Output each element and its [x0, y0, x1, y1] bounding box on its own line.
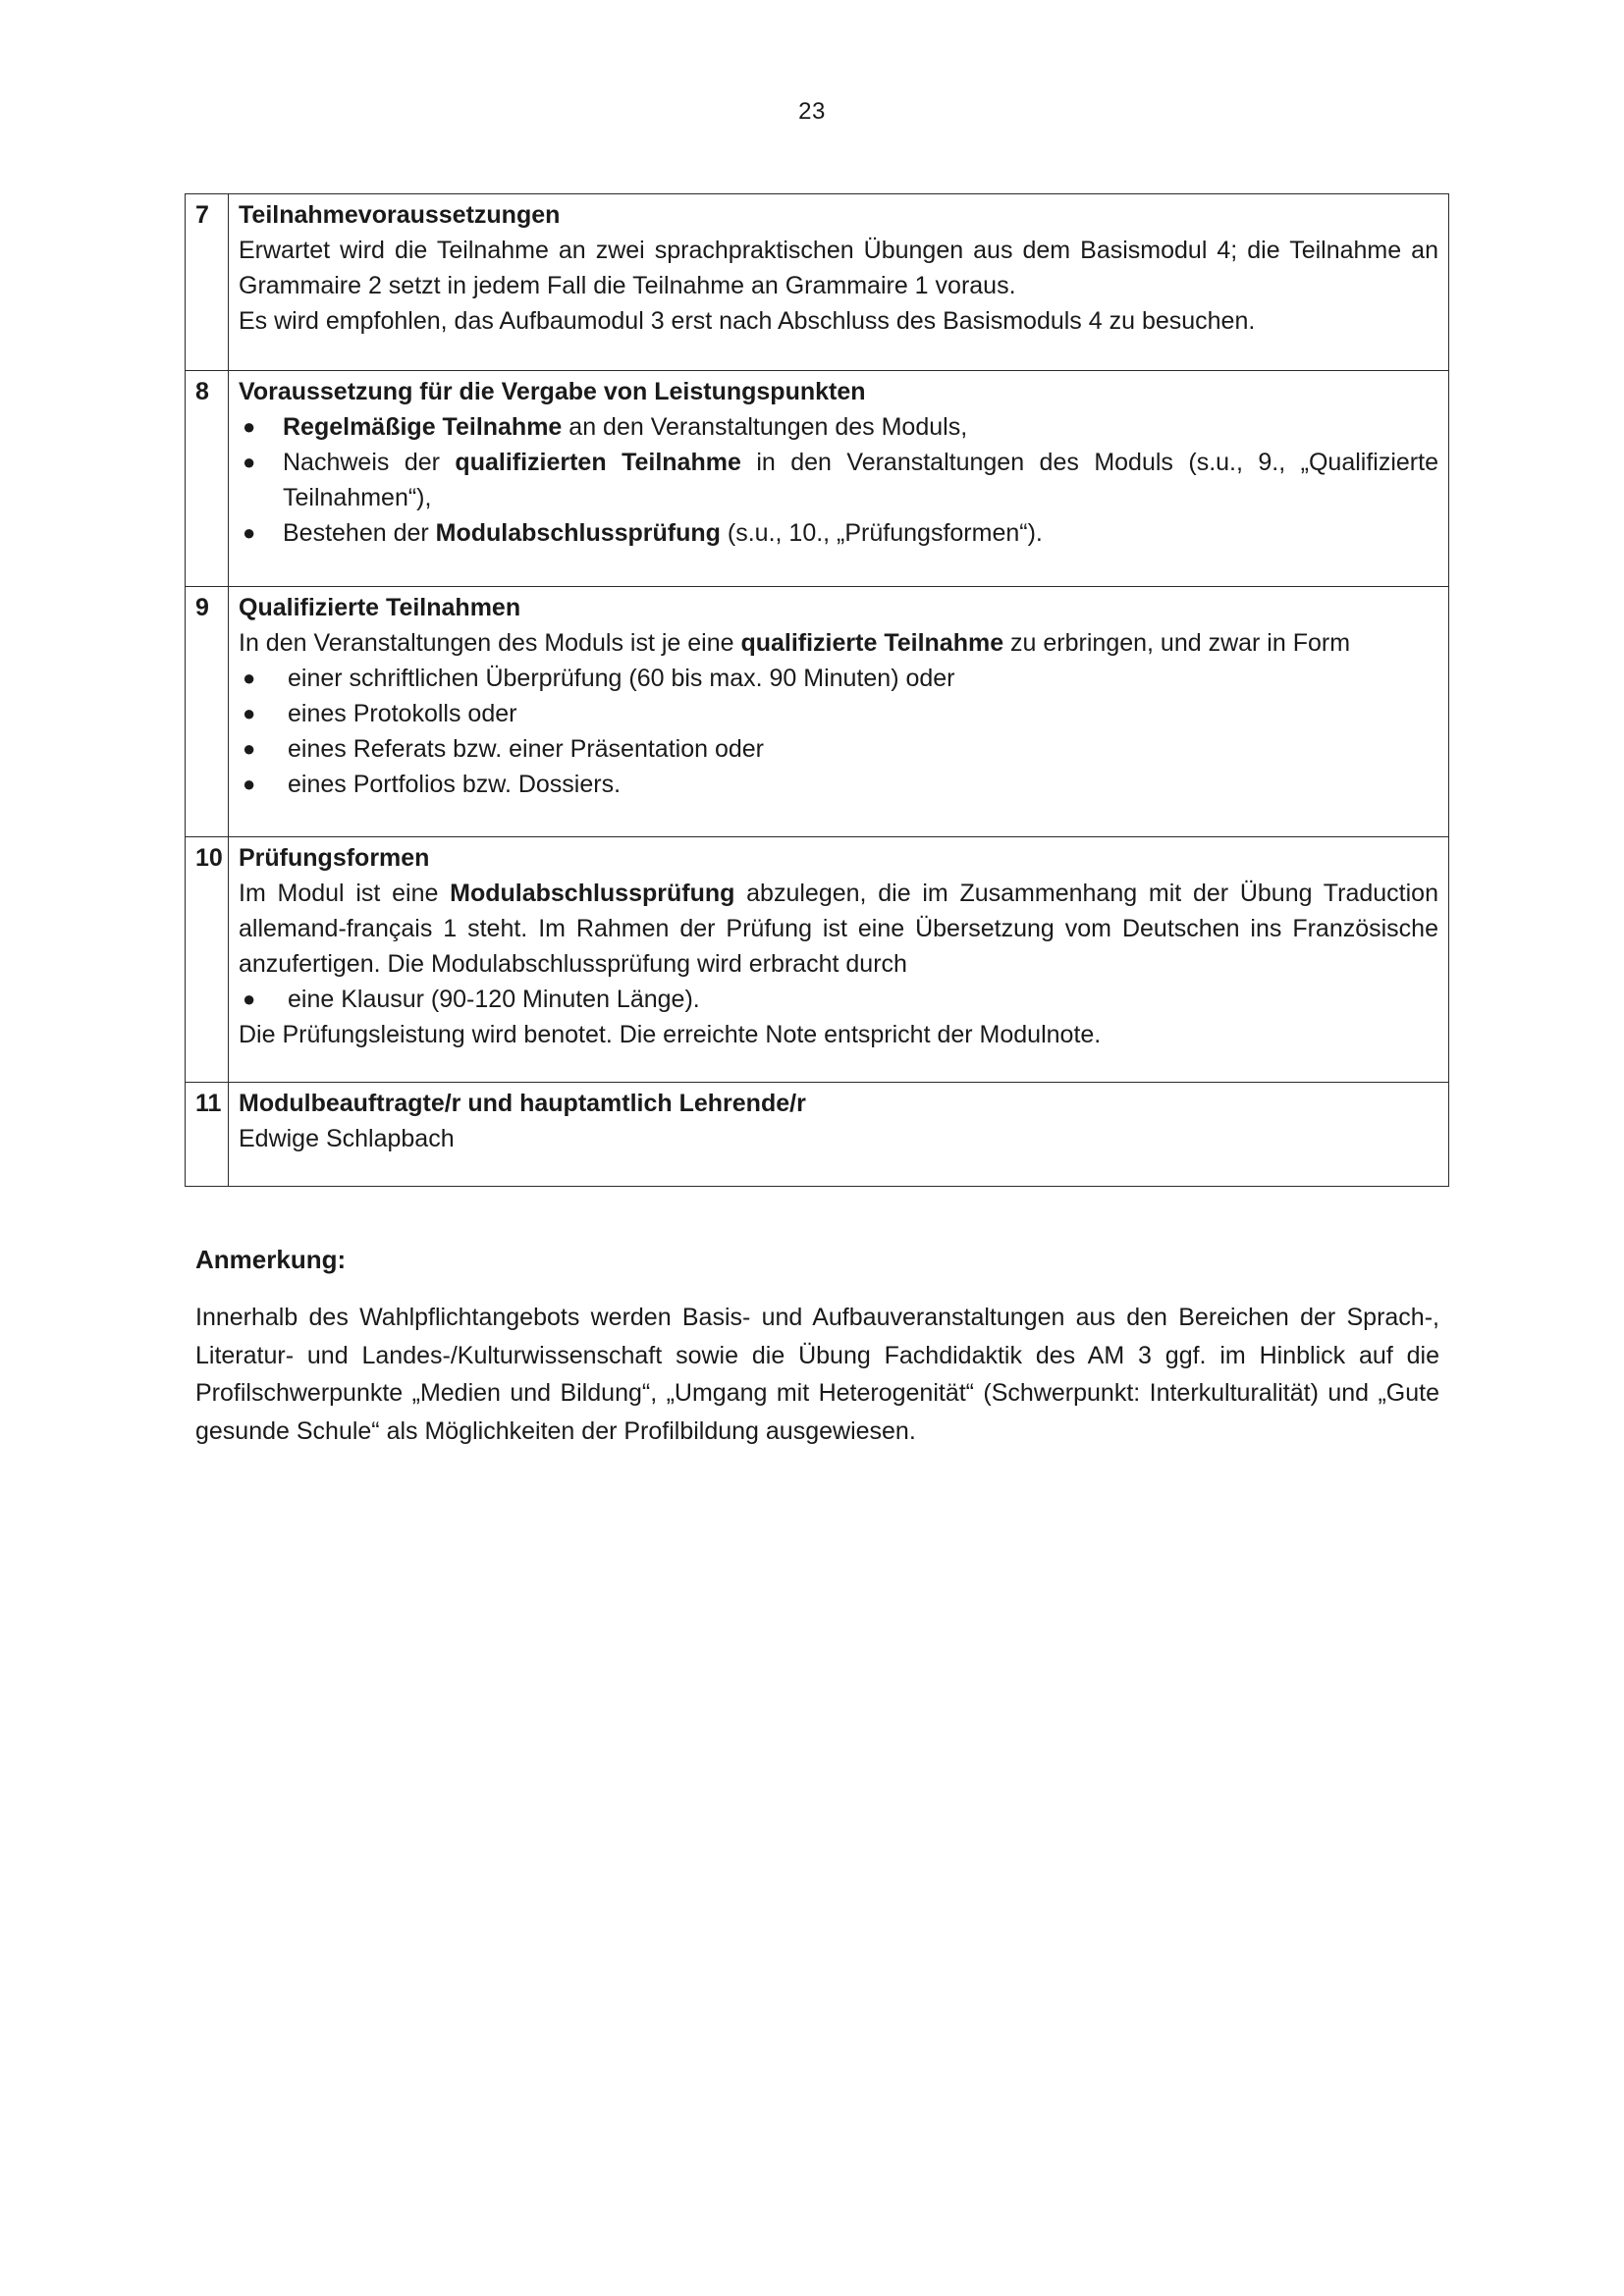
row-text: Die Prüfungsleistung wird benotet. Die erreichte Note entspricht der Modulnote.	[239, 1021, 1102, 1048]
row-number: 8	[186, 371, 229, 587]
row-text: Erwartet wird die Teilnahme an zwei sprachpraktischen Übungen aus dem Basismodul 4; die Teilnahme an Grammaire 2 setzt in jedem Fall die Teilnahme an Grammaire 1 voraus.	[239, 237, 1438, 299]
list-item	[239, 982, 1438, 1017]
bullet-dot-icon: ●	[243, 701, 256, 725]
list-item	[239, 661, 1438, 696]
bullet-dot-icon: ●	[243, 736, 256, 761]
bullet-list	[239, 409, 1438, 551]
item-text: Nachweis der	[283, 449, 456, 476]
bullet-dot-icon: ●	[243, 666, 256, 690]
row-title: Modulbeauftragte/r und hauptamtlich Lehrende/r	[239, 1090, 806, 1117]
bullet-list	[239, 661, 1438, 802]
item-text: eines Protokolls oder	[288, 700, 517, 727]
row-title: Voraussetzung für die Vergabe von Leistungspunkten	[239, 378, 866, 405]
item-text: Im Modul ist eine	[239, 880, 451, 907]
bullet-dot-icon: ●	[243, 450, 256, 474]
bold-text: Modulabschlussprüfung	[450, 880, 735, 907]
bold-text: qualifizierte Teilnahme	[740, 629, 1004, 657]
bold-text: Modulabschlussprüfung	[435, 519, 721, 547]
bullet-dot-icon: ●	[243, 414, 256, 439]
item-text: eine Klausur (90-120 Minuten Länge).	[288, 986, 700, 1013]
list-item	[239, 515, 1438, 551]
list-item	[239, 767, 1438, 802]
row-title: Qualifizierte Teilnahmen	[239, 594, 521, 621]
row-content	[229, 371, 1449, 587]
list-item	[239, 731, 1438, 767]
module-table	[185, 193, 1449, 1187]
bold-text: Regelmäßige Teilnahme	[283, 413, 563, 441]
row-content	[229, 837, 1449, 1083]
item-text: eines Portfolios bzw. Dossiers.	[288, 771, 622, 798]
item-text: zu erbringen, und zwar in Form	[1003, 629, 1351, 657]
note-text: Innerhalb des Wahlpflichtangebots werden Basis- und Aufbauveranstaltungen aus den Bereichen der Sprach-, Literatur- und Landes-/Kulturwissenschaft sowie die Übung Fachdidaktik des AM 3 ggf. im Hinblick auf die Profilschwerpunkte „Medien und Bildung“, „Umgang mit Heterogenität“ (Schwerpunkt: Interkulturalität) und „Gute gesunde Schule“ als Möglichkeiten der Profilbildung ausgewiesen.	[195, 1304, 1439, 1445]
item-text: an den Veranstaltungen des Moduls,	[562, 413, 968, 441]
table-row-10	[186, 837, 1449, 1083]
table-row-9	[186, 587, 1449, 837]
row-text	[239, 876, 1438, 982]
row-number: 11	[186, 1083, 229, 1187]
row-title: Prüfungsformen	[239, 844, 430, 872]
row-content	[229, 194, 1449, 371]
bullet-list	[239, 982, 1438, 1017]
list-item	[239, 696, 1438, 731]
item-text: (s.u., 10., „Prüfungsformen“).	[720, 519, 1043, 547]
row-text: Es wird empfohlen, das Aufbaumodul 3 erst nach Abschluss des Basismoduls 4 zu besuchen.	[239, 307, 1256, 335]
bullet-dot-icon: ●	[243, 987, 256, 1011]
item-text: in den Veranstaltungen des Moduls (s.u., 9., „Qualifizierte Teilnahmen“),	[283, 449, 1438, 511]
row-text: Edwige Schlapbach	[239, 1125, 455, 1152]
table-row-7	[186, 194, 1449, 371]
row-content	[229, 587, 1449, 837]
item-text: abzulegen, die im Zusammenhang mit der Übung Traduction allemand-français 1 steht. Im Rahmen der Prüfung ist eine Übersetzung vom Deutschen ins Französische anzufertigen. Die Modulabschlussprüfung wird erbracht durch	[239, 880, 1438, 978]
note-heading: Anmerkung:	[195, 1245, 347, 1274]
row-number: 7	[186, 194, 229, 371]
row-number: 10	[186, 837, 229, 1083]
table-row-11	[186, 1083, 1449, 1187]
bullet-dot-icon: ●	[243, 772, 256, 796]
table-row-8	[186, 371, 1449, 587]
bullet-dot-icon: ●	[243, 520, 256, 545]
item-text: In den Veranstaltungen des Moduls ist je eine	[239, 629, 741, 657]
list-item	[239, 409, 1438, 445]
row-number: 9	[186, 587, 229, 837]
row-content	[229, 1083, 1449, 1187]
bold-text: qualifizierten Teilnahme	[455, 449, 741, 476]
page-number: 23	[798, 98, 826, 125]
item-text: einer schriftlichen Überprüfung (60 bis max. 90 Minuten) oder	[288, 665, 955, 692]
row-title: Teilnahmevoraussetzungen	[239, 201, 561, 229]
row-text	[239, 625, 1438, 661]
list-item	[239, 445, 1438, 515]
item-text: Bestehen der	[283, 519, 436, 547]
item-text: eines Referats bzw. einer Präsentation oder	[288, 735, 764, 763]
